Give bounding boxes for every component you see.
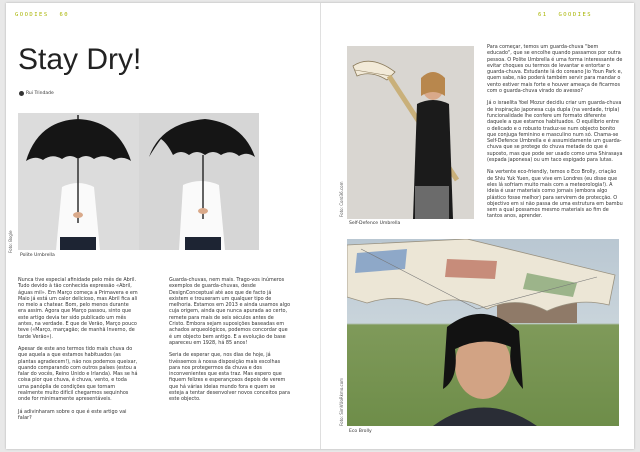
paragraph: Guarda-chuvas, nem mais. Trago-vos inúmeros exemplos de guarda-chuvas, desde DesignConceptual até aos que de facto já existem e trouxeram um qualquer tipo de melhoria. Estamos em 2013 e ainda usamos algo cuja origem, ainda que nunca apurada ao certo, remete para mais de seis séculos antes de Cristo. Embora sejam suposições baseadas em achados arqueológicos, podemos concordar que é um objecto bem antigo. E a evolução de base apareceu em 1928, há 85 anos! [169,277,291,346]
body-column-3 [487,44,623,226]
body-column-2 [169,277,291,409]
eco-brolly-photo [347,239,619,426]
left-section-label: GOODIES [15,12,49,18]
self-defence-umbrella-caption: Self-Defence Umbrella [349,221,401,226]
author-byline [19,91,54,96]
body-column-1 [18,277,138,427]
polite-umbrella-folded-photo [139,113,259,250]
paragraph: Apesar de este ano termos tido mais chuva do que aquela a que estamos habituados (as plantas agradecem!), não nos podemos queixar, quando comparando com outros países (estou a falar do vocês, Reino Unido e Irlanda). Mas se há coisa pior que chuva, é chuva, vento, e toda uma panóplia de condições que tornam realmente muito difícil chegarmos sequinhos onde for minimamente apresentáveis. [18,345,138,403]
eco-brolly-caption: Eco Brolly [349,429,372,434]
magazine-spread [6,3,634,449]
paragraph: Seria de esperar que, nos dias de hoje, já tivéssemos à nossa disposição mais escolhas para nos protegermos da chuva e dos inconvenientes que esta traz. Mas espero que fiquem felizes e esperançosos depois de verem que há várias ideias mundo fora e quem se esteja a tentar desenvolver novos conceitos para este objecto. [169,352,290,403]
umbrella-open-illustration [18,113,139,250]
self-defence-umbrella-photo [347,46,474,219]
author-name: Rui Trindade [26,91,54,96]
polite-photo-credit: Foto: Bogle [8,230,13,253]
left-running-header [15,12,69,18]
author-avatar-icon [19,91,24,96]
article-title: Stay Dry! [18,43,142,76]
page-gutter [320,3,321,449]
polite-umbrella-open-photo [18,113,139,250]
paragraph: Já o israelita Yoel Mozur decidiu criar um guarda-chuva de inspiração japonesa cuja dupla (na verdade, tripla) funcionalidade lhe confere um formato diferente daquele a que estamos habituados. O equilíbrio entre o delicado e o robusto traduz-se num objecto bonito que conjuga feminino e masculino num só. Chama-se Self-Defence Umbrella e é assumidamente um guarda-chuva que se protege do chuva metade do que é suposto, mas que pode ser usado como uma Shirasaya (espada japonesa) ou um taco espigado para lutas. [487,100,623,164]
self-defence-umbrella-illustration [347,46,474,219]
right-page-number: 61 [538,12,548,18]
paragraph: Já adivinharam sobre o que é este artigo vai falar? [18,408,127,421]
eco-brolly-illustration [347,239,619,426]
right-running-header [538,12,592,18]
polite-umbrella-caption: Polite Umbrella [20,253,55,258]
paragraph: Nunca tive especial afinidade pelo mês de Abril. Tudo devido à tão conhecida expressão «Abril, águas mil». Em Março começa a Primavera e em Maio já está um calor delicioso, mas Abril fica ali no meio a chatear. Bom, pelo menos durante era assim. Agora que Março passou, sinto que este artigo devia ter sido publicado um mês antes, na verdade. E que de Verão, Março pouco teve («Março, marçagão; de manhã Inverno, de tarde Verão»). [18,277,138,340]
umbrella-folded-illustration [139,113,259,250]
paragraph: Na vertente eco-friendly, temos o Eco Brolly, criação de Shiu Yuk Yuen, que vive em Londres (eu disse que eles lá sofriam muito mais com a meteorologia!). A ideia é usar materiais como jornais (embora algo plástico fosse melhor) para servirem de protecção. O objectivo em si não passa de uma estrutura em bambu sem a qual possamos mesmo materiais ao fim de tantos anos, aprender. [487,169,623,220]
right-section-label: GOODIES [558,12,593,18]
eco-brolly-photo-credit: Foto: SimVUoRkmo.com [339,377,344,426]
self-defence-photo-credit: Foto: Cord36.com [339,181,344,217]
paragraph: Para começar, temos um guarda-chuva "bem educado", que se encolhe quando passamos por outra pessoa. O Polite Umbrella é uma forma interessante de evitar choques ou termos de levantar e entortar o guarda-chuva. Estudante lá do coreano Jio Youn Park e, quem sabe, não poderá também servir para mandar o vento estiver mais forte e houver ameaça de ficarmos com o guarda-chuva virado do avesso? [487,44,623,95]
left-page-number: 60 [59,12,70,18]
